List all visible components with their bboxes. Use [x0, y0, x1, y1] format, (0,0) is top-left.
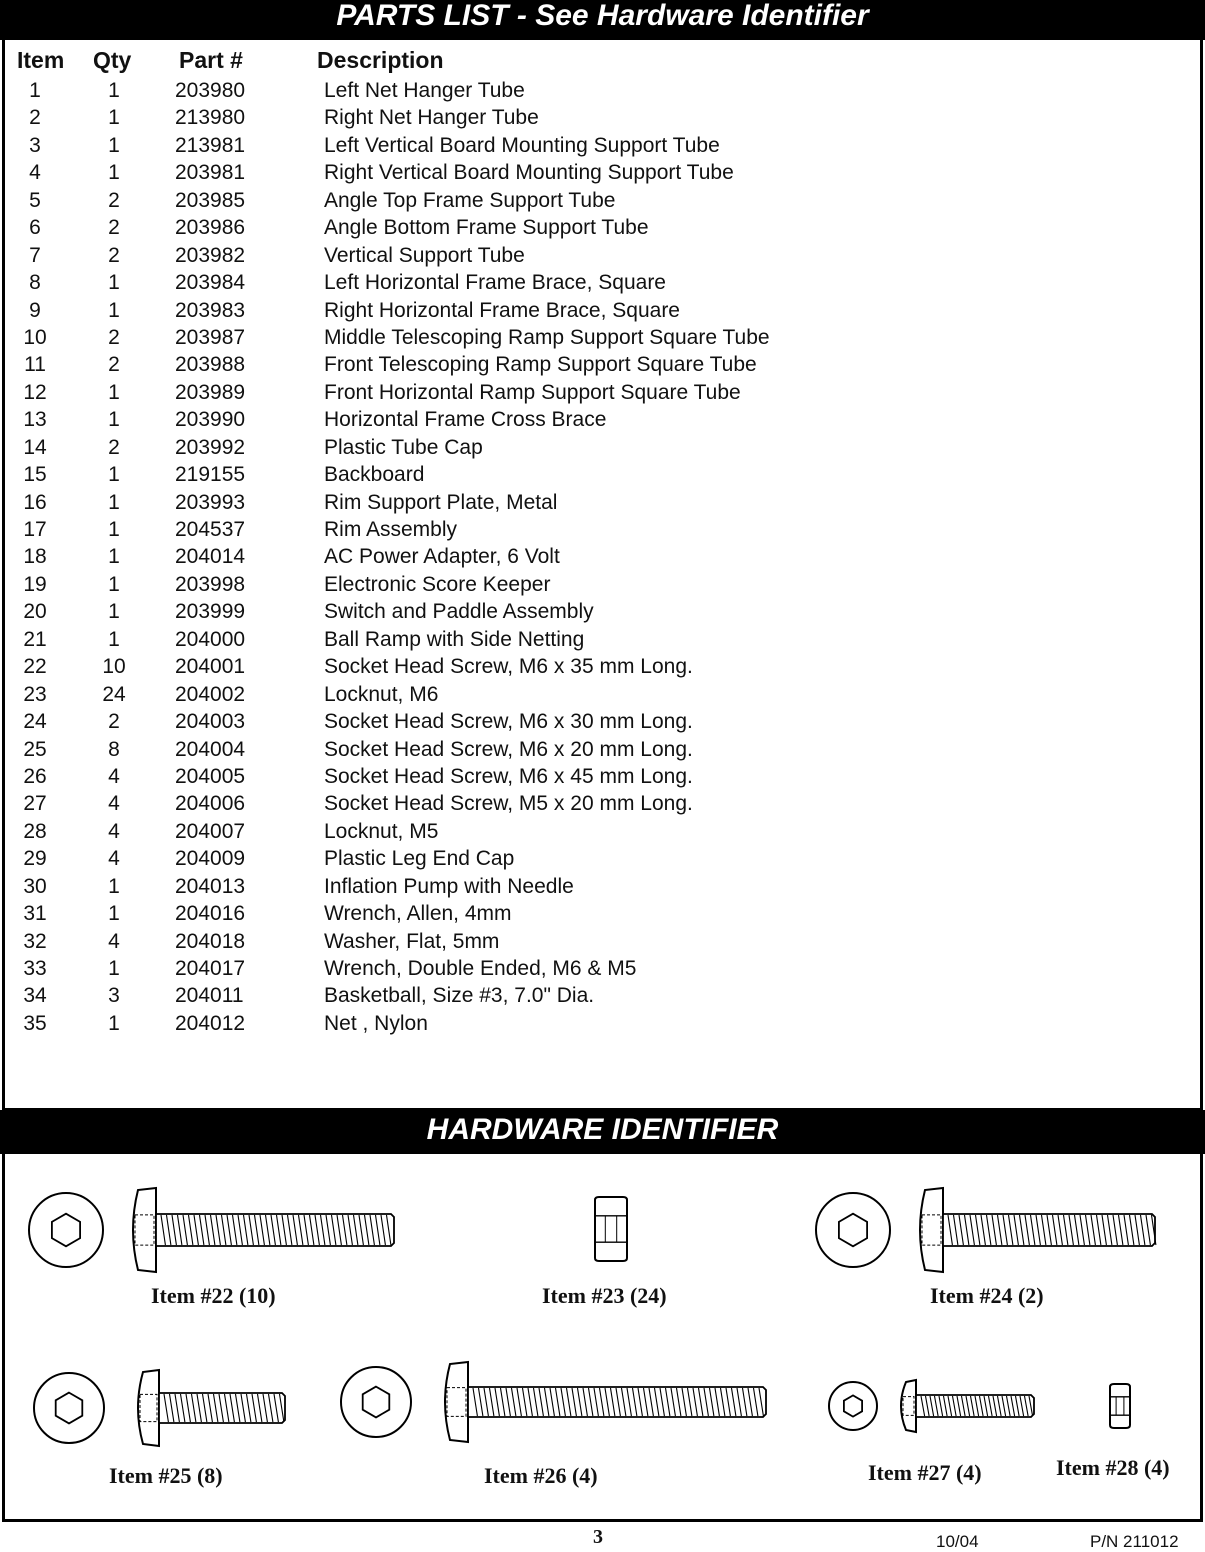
- table-row: [0, 379, 1200, 406]
- item-cell: 8: [29, 271, 41, 295]
- qty-cell: 24: [102, 682, 126, 706]
- description-cell: Rim Assembly: [324, 518, 458, 541]
- item-25-screw-icon: [33, 1372, 288, 1452]
- table-row: [0, 132, 1200, 159]
- qty-cell: 10: [102, 655, 126, 679]
- part-number-cell: 204005: [175, 764, 246, 788]
- description-cell: Horizontal Frame Cross Brace: [324, 408, 607, 432]
- part-number-cell: 203993: [175, 490, 246, 514]
- part-number-cell: 203999: [175, 600, 246, 624]
- part-number-cell: 204004: [175, 737, 246, 761]
- qty-cell: 1: [108, 1011, 120, 1035]
- part-number-cell: 204537: [175, 518, 246, 541]
- description-cell: Front Horizontal Ramp Support Square Tube: [324, 380, 741, 404]
- page-number: 3: [593, 1526, 603, 1548]
- item-22-label: Item #22 (10): [151, 1283, 276, 1308]
- item-27-screw-icon: [828, 1380, 1038, 1440]
- qty-cell: 1: [108, 545, 120, 569]
- screw-head-side: [445, 1362, 468, 1442]
- table-row: [0, 297, 1200, 324]
- description-cell: Plastic Leg End Cap: [324, 847, 515, 871]
- description-cell: Socket Head Screw, M5 x 20 mm Long.: [324, 792, 693, 816]
- item-24-label: Item #24 (2): [930, 1283, 1044, 1308]
- part-number-cell: 204016: [175, 902, 246, 926]
- qty-cell: 2: [108, 353, 120, 377]
- qty-cell: 1: [108, 957, 120, 980]
- part-number-cell: 204011: [175, 984, 244, 1008]
- table-row: [0, 818, 1200, 845]
- qty-cell: 2: [108, 243, 120, 267]
- item-cell: 10: [23, 325, 47, 349]
- qty-cell: 4: [108, 764, 120, 788]
- item-26-screw-icon: [340, 1366, 770, 1456]
- description-cell: Wrench, Double Ended, M6 & M5: [324, 957, 637, 980]
- item-24-screw-icon: [815, 1190, 1160, 1280]
- qty-cell: 2: [108, 435, 120, 459]
- table-row: [0, 269, 1200, 296]
- item-cell: 24: [23, 710, 47, 734]
- qty-cell: 1: [108, 518, 120, 541]
- description-cell: AC Power Adapter, 6 Volt: [324, 545, 560, 569]
- item-cell: 26: [23, 764, 47, 788]
- item-cell: 19: [23, 572, 47, 596]
- item-cell: 27: [23, 792, 47, 816]
- table-row: [0, 434, 1200, 461]
- table-row: [0, 406, 1200, 433]
- description-cell: Front Telescoping Ramp Support Square Tube: [324, 353, 757, 377]
- item-cell: 20: [23, 600, 47, 624]
- item-cell: 14: [23, 435, 47, 459]
- part-number-cell: 204017: [175, 957, 246, 980]
- item-cell: 6: [29, 216, 41, 240]
- table-row: [0, 214, 1200, 241]
- qty-cell: 1: [108, 902, 120, 926]
- table-row: [0, 763, 1200, 790]
- table-row: [0, 489, 1200, 516]
- hex-socket-outline: [844, 1395, 862, 1416]
- item-cell: 32: [23, 929, 47, 953]
- hex-socket-outline: [839, 1214, 867, 1247]
- description-cell: Right Net Hanger Tube: [324, 106, 539, 130]
- part-number-cell: 203986: [175, 216, 246, 240]
- item-cell: 16: [23, 490, 47, 514]
- qty-cell: 2: [108, 216, 120, 240]
- description-cell: Rim Support Plate, Metal: [324, 490, 558, 514]
- part-number-cell: 213980: [175, 106, 246, 130]
- description-cell: Socket Head Screw, M6 x 20 mm Long.: [324, 737, 693, 761]
- qty-cell: 1: [108, 490, 120, 514]
- description-cell: Plastic Tube Cap: [324, 435, 483, 459]
- part-number-cell: 204007: [175, 819, 246, 843]
- item-cell: 28: [23, 819, 47, 843]
- part-number-cell: 203990: [175, 408, 246, 432]
- part-number-cell: 219155: [175, 463, 246, 487]
- qty-cell: 1: [108, 572, 120, 596]
- description-cell: Socket Head Screw, M6 x 35 mm Long.: [324, 655, 693, 679]
- screw-shank: [159, 1393, 285, 1423]
- parts-list-title: PARTS LIST - See Hardware Identifier: [0, 0, 1205, 40]
- description-cell: Socket Head Screw, M6 x 30 mm Long.: [324, 710, 693, 734]
- item-cell: 12: [23, 380, 47, 404]
- item-cell: 29: [23, 847, 47, 871]
- part-number-cell: 203981: [175, 161, 246, 185]
- part-number-cell: 204013: [175, 874, 246, 898]
- table-row: [0, 845, 1200, 872]
- table-row: [0, 324, 1200, 351]
- item-23-label: Item #23 (24): [542, 1283, 667, 1308]
- part-number-cell: 213981: [175, 133, 246, 157]
- qty-cell: 3: [108, 984, 120, 1008]
- description-cell: Basketball, Size #3, 7.0" Dia.: [324, 984, 595, 1008]
- qty-cell: 4: [108, 929, 120, 953]
- part-number-cell: 204000: [175, 627, 246, 651]
- qty-cell: 1: [108, 298, 120, 322]
- description-cell: Angle Bottom Frame Support Tube: [324, 216, 649, 240]
- column-header-item: Item: [17, 47, 65, 73]
- table-row: [0, 681, 1200, 708]
- item-cell: 15: [23, 463, 47, 487]
- table-row: [0, 928, 1200, 955]
- description-cell: Angle Top Frame Support Tube: [324, 188, 616, 212]
- hardware-frame: [2, 1108, 1203, 1522]
- description-cell: Net , Nylon: [324, 1011, 428, 1035]
- item-cell: 18: [23, 545, 47, 569]
- qty-cell: 1: [108, 600, 120, 624]
- item-28-locknut-icon: [1107, 1383, 1137, 1433]
- item-25-label: Item #25 (8): [109, 1463, 223, 1488]
- table-row: [0, 598, 1200, 625]
- qty-cell: 1: [108, 874, 120, 898]
- qty-cell: 4: [108, 819, 120, 843]
- item-cell: 35: [23, 1011, 47, 1035]
- qty-cell: 4: [108, 792, 120, 816]
- table-row: [0, 790, 1200, 817]
- footer-date: 10/04: [936, 1532, 979, 1551]
- qty-cell: 1: [108, 133, 120, 157]
- description-cell: Switch and Paddle Assembly: [324, 600, 594, 624]
- table-row: [0, 104, 1200, 131]
- description-cell: Vertical Support Tube: [324, 243, 525, 267]
- part-number-cell: 204001: [175, 655, 246, 679]
- item-cell: 22: [23, 655, 47, 679]
- part-number-cell: 203998: [175, 572, 246, 596]
- description-cell: Left Net Hanger Tube: [324, 79, 525, 102]
- part-number-cell: 203985: [175, 188, 246, 212]
- part-number-cell: 204002: [175, 682, 246, 706]
- description-cell: Ball Ramp with Side Netting: [324, 627, 585, 651]
- hardware-identifier-title: HARDWARE IDENTIFIER: [0, 1110, 1205, 1154]
- table-row: [0, 187, 1200, 214]
- column-header-part: Part #: [179, 47, 243, 73]
- qty-cell: 1: [108, 463, 120, 487]
- table-row: [0, 571, 1200, 598]
- part-number-cell: 204012: [175, 1011, 246, 1035]
- part-number-cell: 203980: [175, 79, 246, 102]
- qty-cell: 2: [108, 325, 120, 349]
- item-cell: 1: [29, 79, 41, 102]
- description-cell: Backboard: [324, 463, 425, 487]
- screw-head-side: [920, 1188, 943, 1272]
- locknut-outline: [595, 1197, 627, 1261]
- table-row: [0, 955, 1200, 982]
- part-number-cell: 204003: [175, 710, 246, 734]
- part-number-cell: 203983: [175, 298, 246, 322]
- table-row: [0, 351, 1200, 378]
- description-cell: Locknut, M6: [324, 682, 439, 706]
- item-cell: 33: [23, 957, 47, 980]
- qty-cell: 1: [108, 106, 120, 130]
- qty-cell: 1: [108, 380, 120, 404]
- item-cell: 9: [29, 298, 41, 322]
- table-row: [0, 516, 1200, 543]
- item-cell: 3: [29, 133, 41, 157]
- item-cell: 11: [24, 353, 46, 377]
- qty-cell: 8: [108, 737, 120, 761]
- table-row: [0, 736, 1200, 763]
- qty-cell: 2: [108, 710, 120, 734]
- item-cell: 4: [29, 161, 41, 185]
- qty-cell: 1: [108, 271, 120, 295]
- item-cell: 30: [23, 874, 47, 898]
- qty-cell: 2: [108, 188, 120, 212]
- screw-head-side: [138, 1370, 159, 1446]
- locknut-outline: [1110, 1384, 1130, 1428]
- part-number-cell: 203988: [175, 353, 246, 377]
- description-cell: Left Horizontal Frame Brace, Square: [324, 271, 666, 295]
- table-row: [0, 77, 1200, 104]
- item-cell: 25: [23, 737, 47, 761]
- description-cell: Middle Telescoping Ramp Support Square Tube: [324, 325, 770, 349]
- parts-table: [0, 77, 1200, 1037]
- table-row: [0, 873, 1200, 900]
- description-cell: Wrench, Allen, 4mm: [324, 902, 512, 926]
- table-row: [0, 900, 1200, 927]
- description-cell: Socket Head Screw, M6 x 45 mm Long.: [324, 764, 693, 788]
- description-cell: Left Vertical Board Mounting Support Tube: [324, 133, 720, 157]
- table-row: [0, 982, 1200, 1009]
- qty-cell: 1: [108, 79, 120, 102]
- item-cell: 7: [29, 243, 41, 267]
- hex-socket-outline: [363, 1387, 390, 1418]
- description-cell: Washer, Flat, 5mm: [324, 929, 500, 953]
- screw-head-side: [133, 1188, 156, 1272]
- part-number-cell: 204018: [175, 929, 246, 953]
- footer-part-number: P/N 211012: [1090, 1532, 1179, 1551]
- table-row: [0, 461, 1200, 488]
- part-number-cell: 203987: [175, 325, 246, 349]
- hex-socket-outline: [52, 1214, 80, 1247]
- table-row: [0, 653, 1200, 680]
- part-number-cell: 203984: [175, 271, 246, 295]
- item-cell: 34: [23, 984, 47, 1008]
- qty-cell: 1: [108, 627, 120, 651]
- qty-cell: 4: [108, 847, 120, 871]
- table-row: [0, 159, 1200, 186]
- item-cell: 23: [23, 682, 47, 706]
- item-23-locknut-icon: [592, 1196, 632, 1266]
- table-row: [0, 1010, 1200, 1037]
- item-27-label: Item #27 (4): [868, 1460, 982, 1485]
- item-cell: 31: [23, 902, 47, 926]
- table-row: [0, 543, 1200, 570]
- qty-cell: 1: [108, 408, 120, 432]
- item-cell: 17: [23, 518, 47, 541]
- description-cell: Right Vertical Board Mounting Support Tube: [324, 161, 734, 185]
- table-row: [0, 242, 1200, 269]
- part-number-cell: 204014: [175, 545, 246, 569]
- table-row: [0, 708, 1200, 735]
- description-cell: Locknut, M5: [324, 819, 439, 843]
- item-cell: 21: [23, 627, 47, 651]
- item-28-label: Item #28 (4): [1056, 1455, 1170, 1480]
- description-cell: Inflation Pump with Needle: [324, 874, 574, 898]
- part-number-cell: 203989: [175, 380, 246, 404]
- part-number-cell: 203992: [175, 435, 246, 459]
- column-header-qty: Qty: [93, 47, 132, 73]
- item-26-label: Item #26 (4): [484, 1463, 598, 1488]
- description-cell: Right Horizontal Frame Brace, Square: [324, 298, 680, 322]
- item-cell: 13: [23, 408, 47, 432]
- description-cell: Electronic Score Keeper: [324, 572, 551, 596]
- item-cell: 2: [29, 106, 41, 130]
- table-row: [0, 626, 1200, 653]
- part-number-cell: 203982: [175, 243, 246, 267]
- item-22-screw-icon: [28, 1190, 398, 1280]
- part-number-cell: 204009: [175, 847, 246, 871]
- qty-cell: 1: [108, 161, 120, 185]
- column-header-description: Description: [317, 47, 444, 73]
- part-number-cell: 204006: [175, 792, 246, 816]
- item-cell: 5: [29, 188, 41, 212]
- hex-socket-outline: [56, 1393, 83, 1424]
